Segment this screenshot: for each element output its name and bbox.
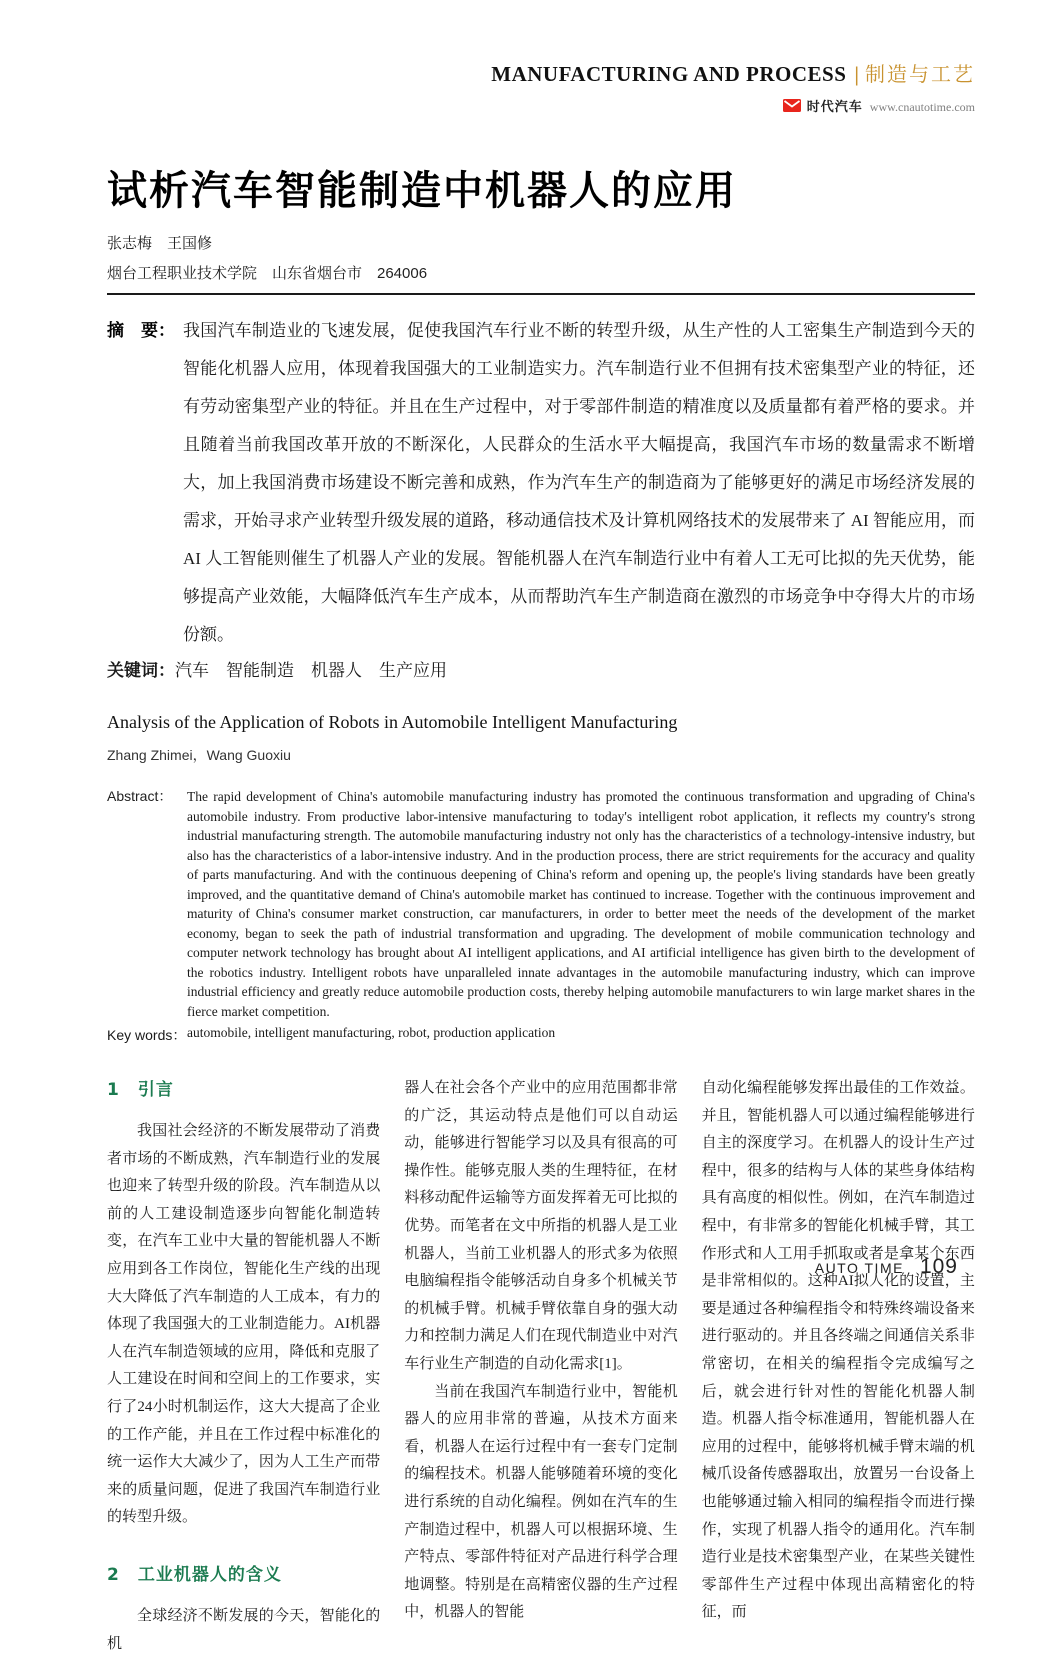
article-title-cn: 试析汽车智能制造中机器人的应用 [107, 168, 737, 214]
article-title-en: Analysis of the Application of Robots in Automobile Intelligent Manufacturing [107, 712, 678, 732]
keywords-en-line [107, 1025, 975, 1045]
page-footer [815, 1255, 958, 1279]
keywords-cn-line [107, 656, 975, 686]
body-paragraph: 我国社会经济的不断发展带动了消费者市场的不断成熟，汽车制造行业的发展也迎来了转型升级的阶段。汽车制造从以前的人工建设制造逐步向智能化制造转变，在汽车工业中大量的智能机器人不断应用到各工作岗位，智能化生产线的出现大大降低了汽车制造的人工成本，有力的体现了我国强大的工业制造能力。AI机器人在汽车制造领域的应用，降低和克服了人工建设在时间和空间上的工作要求，实行了24小时机制运作，这大大提高了企业的工作产能，并且在工作过程中标准化的统一运作大大减少了，因为人工生产而带来的质量问题，促进了我国汽车制造行业的转型升级。 [107, 1123, 381, 1526]
abstract-text-cn: 我国汽车制造业的飞速发展，促使我国汽车行业不断的转型升级，从生产性的人工密集生产制造到今天的智能化机器人应用，体现着我国强大的工业制造实力。汽车制造行业不但拥有技术密集型产业的特征，还有劳动密集型产业的特征。并且在生产过程中，对于零部件制造的精准度以及质量都有着严格的要求。并且随着当前我国改革开放的不断深化，人民群众的生活水平大幅提高，我国汽车市场的数量需求不断增大，加上我国消费市场建设不断完善和成熟，作为汽车生产的制造商为了能够更好的满足市场经济发展的需求，开始寻求产业转型升级发展的道路，移动通信技术及计算机网络技术的发展带来了 AI 智能应用，而 AI 人工智能则催生了机器人产业的发展。智能机器人在汽车制造行业中有着人工无可比拟的先天优势，能够提高产业效能，大幅降低汽车生产成本，从而帮助汽车生产制造商在激烈的市场竞争中夺得大片的市场份额。 [183, 321, 975, 644]
abstract-text-en: The rapid development of China's automobile manufacturing industry has promoted the continuous transformation and upgrading of China's automobile industry. From productive labor-intensive manufacturing to today's intelligent robot application, it reflects my country's strong industrial manufacturing strength. The automobile manufacturing industry not only has the characteristics of a technology-intensive industry, but also has the characteristics of a labor-intensive industry. And in the production process, there are strict requirements for the accuracy and quality of parts manufacturing. And with the continuous deepening of China's reform and opening up, the people's living standards have been greatly improved, and the quantitative demand of China's automobile market has continued to increase. Together with the continuous improvement and maturity of China's consumer market construction, car manufacturers, in order to better meet the needs of the development of the market economy, began to seek the path of industrial transformation and upgrading. The development of mobile communication technology and computer network technology has brought about AI intelligent applications, and AI artificial intelligence has given birth to the development of the robotics industry. Intelligent robots have unparalleled innate advantages in the automobile manufacturing industry, which can improve industrial efficiency and greatly reduce automobile production costs, thereby helping automobile manufacturers to win large market shares in the fierce market competition. [187, 789, 975, 1019]
keywords-cn: 汽车 智能制造 机器人 生产应用 [175, 661, 447, 680]
body-column-2 [404, 1075, 677, 1658]
journal-name-en: MANUFACTURING AND PROCESS [491, 62, 847, 86]
body-column-1 [107, 1075, 380, 1658]
page-header [107, 58, 975, 115]
brand-name: 时代汽车 [806, 99, 863, 114]
authors-cn: 张志梅 王国修 [107, 235, 213, 252]
envelope-icon [783, 99, 801, 112]
journal-header-line [107, 58, 975, 87]
authors-en: Zhang Zhimei，Wang Guoxiu [107, 747, 291, 763]
keywords-label-cn: 关键词： [107, 661, 175, 680]
header-separator: | [854, 62, 859, 86]
keywords-label-en: Key words： [107, 1027, 187, 1043]
body-columns [107, 1075, 975, 1658]
page [107, 0, 975, 1658]
body-paragraph: 器人在社会各个产业中的应用范围都非常的广泛，其运动特点是他们可以自动运动，能够进行智能学习以及具有很高的可操作性。能够克服人类的生理特征，在材料移动配件运输等方面发挥着无可比拟的优势。而笔者在文中所指的机器人是工业机器人，当前工业机器人的形式多为依照电脑编程指令能够活动自身多个机械关节的机械手臂。机械手臂依靠自身的强大动力和控制力满足人们在现代制造业中对汽车行业生产制造的自动化需求[1]。 [404, 1080, 678, 1372]
abstract-label-cn: 摘 要： [107, 321, 175, 340]
footer-page-number: 109 [919, 1255, 958, 1278]
brand-line [107, 96, 975, 115]
abstract-label-en: Abstract： [107, 788, 173, 804]
body-paragraph: 当前在我国汽车制造行业中，智能机器人的应用非常的普遍，从技术方面来看，机器人在运行过程中有一套专门定制的编程技术。机器人能够随着环境的变化进行系统的自动化编程。例如在汽车的生产制造过程中，机器人可以根据环境、生产特点、零部件特征对产品进行科学合理地调整。特别是在高精密仪器的生产过程中，机器人的智能 [404, 1383, 678, 1621]
body-paragraph: 自动化编程能够发挥出最佳的工作效益。并且，智能机器人可以通过编程能够进行自主的深度学习。在机器人的设计生产过程中，很多的结构与人体的某些身体结构具有高度的相似性。例如，在汽车制造过程中，有非常多的智能化机械手臂，其工作形式和人工用手抓取或者是拿某个东西是非常相似的。这种AI拟人化的设置，主要是通过各种编程指令和特殊终端设备来进行驱动的。并且各终端之间通信关系非常密切，在相关的编程指令完成编写之后，就会进行针对性的智能化机器人制造。机器人指令标准通用，智能机器人在应用的过程中，能够将机械手臂末端的机械爪设备传感器取出，放置另一台设备上也能够通过输入相同的编程指令而进行操作，实现了机器人指令的通用化。汽车制造行业是技术密集型产业，在某些关键性零部件生产过程中体现出高精密化的特征，而 [701, 1080, 975, 1621]
section-heading-1: 1 引言 [107, 1080, 174, 1100]
body-paragraph: 全球经济不断发展的今天，智能化的机 [107, 1607, 381, 1652]
body-column-3 [702, 1075, 975, 1658]
keywords-en: automobile, intelligent manufacturing, robot, production application [187, 1025, 556, 1040]
brand-website: www.cnautotime.com [869, 100, 975, 114]
title-divider [107, 293, 975, 295]
journal-section-cn: 制造与工艺 [865, 64, 975, 86]
footer-journal-name: AUTO TIME [814, 1260, 904, 1276]
abstract-cn-block [107, 312, 975, 654]
affiliation: 烟台工程职业技术学院 山东省烟台市 264006 [107, 265, 428, 282]
abstract-en-block [107, 787, 975, 1021]
section-heading-2: 2 工业机器人的含义 [107, 1564, 282, 1585]
